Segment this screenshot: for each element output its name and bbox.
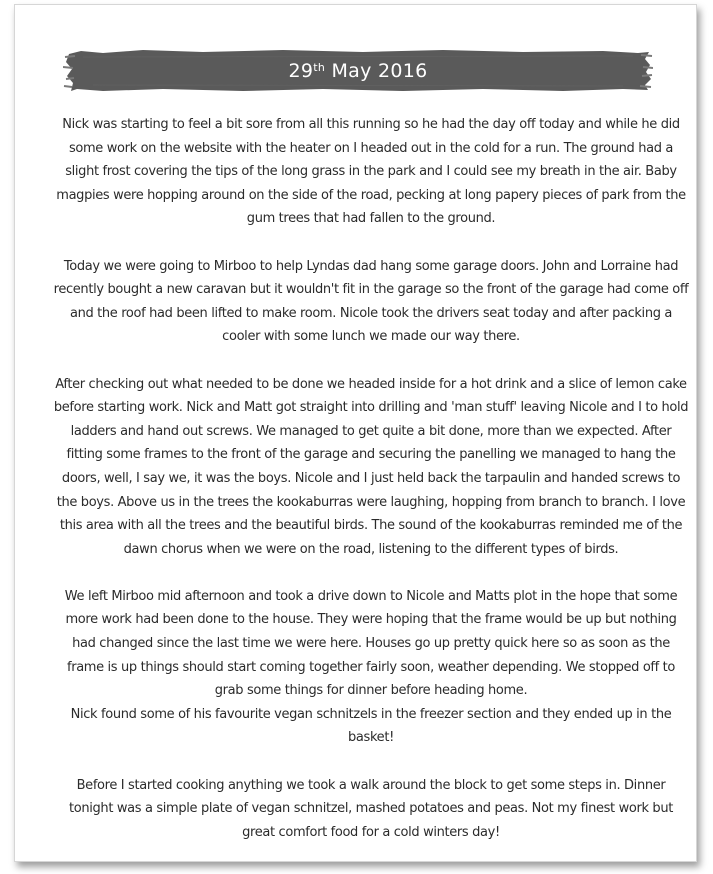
paragraph-text: Nick found some of his favourite vegan schnitzels in the freezer section and they ended up in the basket!	[70, 706, 672, 746]
journal-page	[14, 4, 697, 862]
paragraph-text: Nick was starting to feel a bit sore from all this running so he had the day off today and while he did some work on the website with the heater on I headed out in the cold for a run. The ground had a slight frost covering the tips of the long grass in the park and I could see my breath in the air. Baby magpies were hopping around on the side of the road, pecking at long papery pieces of park from the gum trees that had fallen to the ground.	[56, 117, 686, 227]
entry-paragraph	[53, 774, 689, 845]
paragraph-text: After checking out what needed to be done we headed inside for a hot drink and a slice of lemon cake before starting work. Nick and Matt got straight into drilling and 'man stuff' leaving Nicole and I to hold ladders and hand out screws. We managed to get quite a bit done, more than we expected. After fitting some frames to the front of the garage and securing the panelling we managed to hang the doors, well, I say we, it was the boys. Nicole and I just held back the tarpaulin and handed screws to the boys. Above us in the trees the kookaburras were laughing, hopping from branch to branch. I love this area with all the trees and the beautiful birds. The sound of the kookaburras reminded me of the dawn chorus when we were on the road, listening to the different types of birds.	[53, 376, 689, 557]
date-day: 29	[288, 60, 314, 82]
entry-body	[53, 113, 689, 868]
entry-paragraph	[53, 373, 689, 562]
entry-date-title	[63, 45, 653, 95]
date-banner	[63, 45, 653, 95]
entry-paragraph	[53, 585, 689, 750]
paragraph-text: We left Mirboo mid afternoon and took a drive down to Nicole and Matts plot in the hope that some more work had been done to the house. They were hoping that the frame would be up but nothing had changed since the last time we were here. Houses go up pretty quick here so as soon as the frame is up things should start coming together fairly soon, weather depending. We stopped off to grab some things for dinner before heading home.	[64, 588, 678, 699]
entry-paragraph	[53, 113, 689, 231]
date-month-year: May 2016	[325, 60, 428, 82]
paragraph-text: Before I started cooking anything we took a walk around the block to get some steps in. Dinner tonight was a simple plate of vegan schnitzel, mashed potatoes and peas. Not my finest work but great comfort food for a cold winters day!	[69, 777, 673, 840]
paragraph-text: Today we were going to Mirboo to help Lyndas dad hang some garage doors. John and Lorraine had recently bought a new caravan but it wouldn't fit in the garage so the front of the garage had come off and the roof had been lifted to make room. Nicole took the drivers seat today and after packing a cooler with some lunch we made our way there.	[53, 258, 689, 345]
date-suffix: th	[313, 61, 326, 74]
entry-paragraph	[53, 255, 689, 349]
